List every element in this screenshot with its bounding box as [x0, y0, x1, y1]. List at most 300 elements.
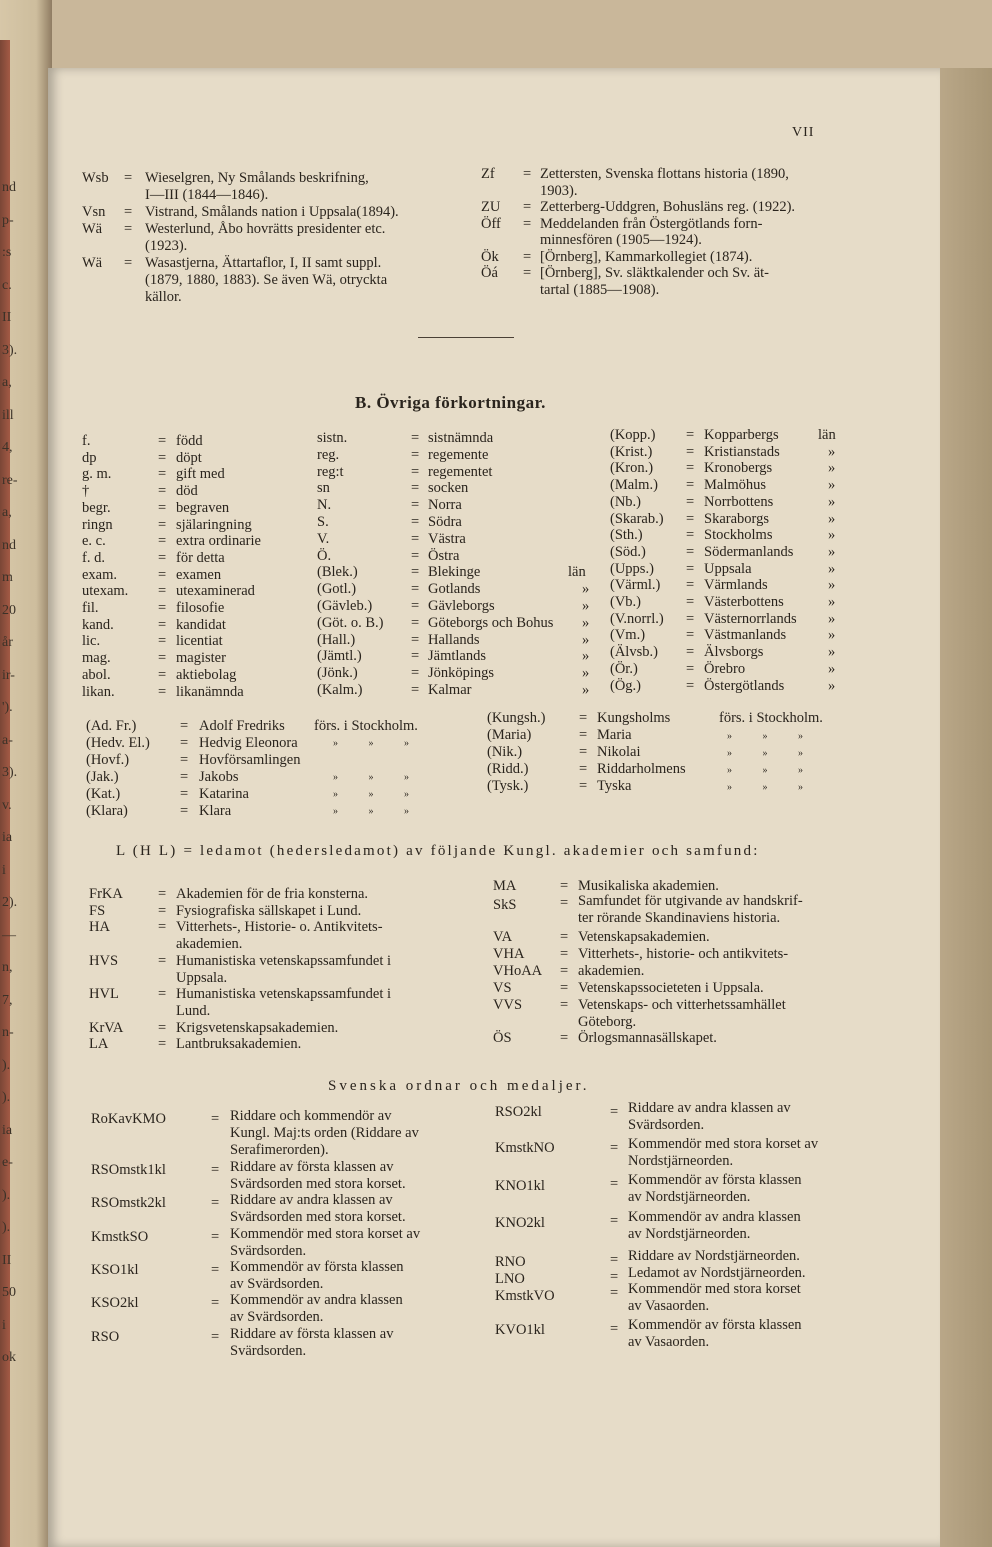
- abbr-meaning: Jämtlands: [428, 648, 486, 665]
- academy-abbr: SkS: [493, 897, 517, 913]
- equals-sign: =: [124, 204, 133, 220]
- order-abbr: KmstkSO: [91, 1229, 149, 1245]
- equals-sign: =: [158, 1019, 167, 1036]
- abbr-meaning: Malmöhus: [704, 477, 767, 494]
- equals-sign: =: [686, 493, 695, 510]
- order-abbr: KNO1kl: [495, 1178, 545, 1194]
- order-name: Kommendör av första klassen: [628, 1172, 802, 1188]
- academy-name: Vetenskapsakademien.: [578, 929, 710, 945]
- academy-abbr: HVS: [89, 952, 119, 969]
- county-suffix: »: [828, 577, 836, 594]
- county-suffix: »: [582, 648, 590, 665]
- source-abbr: Wä: [82, 255, 103, 271]
- equals-sign: =: [411, 530, 420, 547]
- equals-sign: =: [411, 648, 420, 665]
- order-name: Kommendör med stora korset: [628, 1281, 801, 1297]
- county-suffix: »: [828, 543, 836, 560]
- previous-page-fragment: i: [2, 1317, 6, 1333]
- abbr-meaning: Gotlands: [428, 581, 481, 598]
- equals-sign: =: [560, 963, 569, 979]
- abbr: (Sth.): [610, 527, 643, 544]
- abbr-meaning: Stockholms: [704, 527, 773, 544]
- abbr-meaning: för detta: [176, 549, 225, 566]
- equals-sign: =: [180, 769, 189, 785]
- equals-sign: =: [411, 682, 420, 698]
- abbr: g. m.: [82, 466, 112, 483]
- parish-abbr: (Maria): [487, 727, 532, 743]
- previous-page-fragment: 4,: [2, 440, 13, 455]
- abbr-meaning: Västra: [428, 530, 466, 547]
- abbr: (Hall.): [317, 631, 356, 648]
- county-suffix: »: [828, 493, 836, 510]
- order-name: Svärdsorden med stora korset.: [230, 1176, 406, 1192]
- order-abbr: LNO: [495, 1271, 525, 1287]
- abbr-meaning: sistnämnda: [428, 430, 494, 446]
- equals-sign: =: [180, 718, 189, 734]
- equals-sign: =: [579, 778, 588, 794]
- parish-abbr: (Hedv. El.): [86, 735, 150, 751]
- previous-page-fragment: ir-: [2, 667, 15, 683]
- academy-name: ter rörande Skandinaviens historia.: [578, 910, 781, 926]
- equals-sign: =: [411, 581, 420, 598]
- source-text: (1879, 1880, 1883). Se även Wä, otryckta: [145, 272, 388, 288]
- order-name: av Nordstjärneorden.: [628, 1226, 751, 1242]
- equals-sign: =: [560, 929, 569, 945]
- abbr-meaning: aktiebolag: [176, 666, 237, 683]
- equals-sign: =: [411, 446, 420, 463]
- order-name: Kommendör med stora korset av: [628, 1136, 819, 1152]
- source-text: Westerlund, Åbo hovrätts presidenter etc.: [145, 221, 386, 237]
- abbr: reg:t: [317, 463, 344, 480]
- abbr-meaning: examen: [176, 566, 222, 583]
- abbr: sn: [317, 480, 330, 497]
- academy-name: Vetenskaps- och vitterhetssamhället: [578, 997, 786, 1013]
- source-text: Zetterberg-Uddgren, Bohusläns reg. (1922).: [540, 199, 796, 215]
- parish-abbr: (Tysk.): [487, 778, 529, 794]
- previous-page-fragment: —: [2, 927, 16, 943]
- source-abbr: Vsn: [82, 204, 106, 220]
- academy-name: Akademien för de fria konsterna.: [176, 886, 369, 902]
- equals-sign: =: [610, 1321, 619, 1337]
- previous-page-fragment: i: [2, 862, 6, 878]
- section-b-heading: B. Övriga förkortningar.: [355, 393, 546, 412]
- parish-name: Hedvig Eleonora: [199, 735, 298, 751]
- order-name: av Svärdsorden.: [230, 1276, 324, 1292]
- abbr: N.: [317, 497, 332, 514]
- county-suffix: »: [828, 527, 836, 544]
- equals-sign: =: [610, 1252, 619, 1268]
- previous-page-fragment: c.: [2, 277, 12, 293]
- ditto-marks: » » »: [333, 806, 423, 817]
- equals-sign: =: [158, 583, 167, 600]
- abbr: (Gotl.): [317, 581, 357, 598]
- equals-sign: =: [523, 199, 532, 215]
- abbr: S.: [317, 514, 329, 530]
- parish-name: Maria: [597, 727, 632, 743]
- county-suffix: »: [582, 631, 590, 648]
- previous-page-fragment: ').: [2, 700, 13, 715]
- abbr: (Krist.): [610, 443, 653, 460]
- county-suffix: »: [828, 460, 836, 477]
- order-name: Kommendör av andra klassen: [628, 1209, 801, 1225]
- equals-sign: =: [411, 497, 420, 514]
- equals-sign: =: [686, 660, 695, 677]
- equals-sign: =: [180, 803, 189, 819]
- county-suffix: »: [582, 598, 590, 614]
- academies-heading: L (H L) = ledamot (hedersledamot) av följande Kungl. akademier och samfund:: [116, 843, 760, 859]
- parish-name: Jakobs: [199, 769, 239, 785]
- equals-sign: =: [686, 477, 695, 494]
- academy-name: Lantbruksakademien.: [176, 1036, 302, 1053]
- equals-sign: =: [124, 221, 133, 237]
- abbr-meaning: likanämnda: [176, 683, 244, 700]
- abbr: exam.: [82, 566, 118, 583]
- orders-heading: Svenska ordnar och medaljer.: [328, 1078, 590, 1094]
- academy-abbr: LA: [89, 1036, 109, 1053]
- order-name: Serafimerorden).: [230, 1142, 329, 1158]
- source-text: 1903).: [540, 182, 578, 199]
- county-suffix: län: [818, 427, 836, 443]
- academy-abbr: FrKA: [89, 886, 123, 902]
- abbr: (Upps.): [610, 560, 654, 577]
- previous-page-fragment: år: [2, 635, 13, 650]
- abbr-meaning: gift med: [176, 466, 225, 483]
- previous-page-fragment: 3).: [2, 342, 18, 358]
- academy-abbr: KrVA: [89, 1019, 124, 1036]
- county-suffix: »: [828, 443, 836, 460]
- order-name: Riddare och kommendör av: [230, 1108, 392, 1124]
- abbr: V.: [317, 530, 330, 547]
- source-abbr: Ök: [481, 248, 499, 265]
- previous-page-fragment: a-: [2, 732, 13, 748]
- previous-page-fragment: n,: [2, 960, 13, 975]
- order-abbr: RoKavKMO: [91, 1111, 166, 1127]
- order-abbr: KVO1kl: [495, 1322, 545, 1338]
- source-abbr: ZU: [481, 199, 501, 215]
- equals-sign: =: [158, 1036, 167, 1053]
- source-text: Zettersten, Svenska flottans historia (1890,: [540, 166, 789, 182]
- abbr: likan.: [82, 683, 115, 700]
- equals-sign: =: [158, 683, 167, 700]
- section-divider: [418, 337, 514, 338]
- source-text: Meddelanden från Östergötlands forn-: [540, 215, 763, 232]
- academy-name: Göteborg.: [578, 1014, 637, 1030]
- equals-sign: =: [158, 600, 167, 616]
- abbr: ringn: [82, 516, 113, 533]
- parish-name: Adolf Fredriks: [199, 718, 285, 734]
- county-suffix: »: [828, 677, 836, 694]
- abbr: (Gävleb.): [317, 598, 373, 614]
- order-name: Riddare av Nordstjärneorden.: [628, 1248, 800, 1264]
- abbr-meaning: Västernorrlands: [704, 610, 797, 627]
- order-name: Nordstjärneorden.: [628, 1153, 734, 1169]
- abbr-meaning: regemente: [428, 446, 489, 463]
- abbr: (Kron.): [610, 460, 654, 477]
- equals-sign: =: [686, 560, 695, 577]
- previous-page-fragment: n-: [2, 1025, 14, 1040]
- abbr-meaning: Värmlands: [704, 577, 768, 594]
- abbr: kand.: [82, 616, 114, 633]
- county-suffix: »: [828, 627, 836, 644]
- county-suffix: »: [828, 477, 836, 494]
- county-suffix: »: [828, 510, 836, 527]
- abbr-meaning: Kronobergs: [704, 460, 773, 477]
- previous-page-edge: [0, 0, 52, 1547]
- previous-page-fragment: a,: [2, 505, 12, 520]
- abbr: (Göt. o. B.): [317, 614, 384, 631]
- previous-page-fragment: ).: [2, 1090, 11, 1105]
- equals-sign: =: [579, 710, 588, 726]
- equals-sign: =: [579, 761, 588, 777]
- academy-name: Krigsvetenskapsakademien.: [176, 1019, 339, 1036]
- academy-abbr: VHA: [493, 946, 525, 962]
- parish-abbr: (Klara): [86, 803, 128, 819]
- parish-abbr: (Kungsh.): [487, 710, 546, 726]
- source-text: Vistrand, Smålands nation i Uppsala(1894).: [145, 204, 399, 220]
- equals-sign: =: [411, 614, 420, 631]
- source-text: Wieselgren, Ny Smålands beskrifning,: [145, 170, 369, 186]
- page-stack-edge: [940, 68, 992, 1547]
- equals-sign: =: [211, 1262, 220, 1278]
- parish-abbr: (Jak.): [86, 769, 119, 785]
- parish-abbr: (Kat.): [86, 786, 121, 802]
- abbr: (Jämtl.): [317, 648, 362, 665]
- abbr-meaning: Göteborgs och Bohus: [428, 614, 554, 631]
- abbr-meaning: Skaraborgs: [704, 510, 769, 527]
- county-suffix: »: [828, 594, 836, 610]
- equals-sign: =: [411, 480, 420, 497]
- abbr: lic.: [82, 633, 101, 650]
- equals-sign: =: [158, 616, 167, 633]
- order-name: Svärdsorden med stora korset.: [230, 1209, 406, 1225]
- abbr-meaning: född: [176, 433, 203, 449]
- parish-name: Nikolai: [597, 744, 641, 760]
- parish-name: Tyska: [597, 778, 632, 794]
- academy-abbr: VVS: [493, 997, 523, 1013]
- academy-abbr: FS: [89, 902, 106, 919]
- equals-sign: =: [158, 449, 167, 466]
- abbr: (Kalm.): [317, 682, 363, 698]
- county-suffix: »: [582, 614, 590, 631]
- source-abbr: Wsb: [82, 170, 109, 186]
- parish-name: Klara: [199, 803, 232, 819]
- academy-name: Uppsala.: [176, 969, 228, 986]
- abbr: utexam.: [82, 583, 129, 600]
- equals-sign: =: [686, 427, 695, 443]
- equals-sign: =: [158, 986, 167, 1003]
- academy-name: Humanistiska vetenskapssamfundet i: [176, 952, 392, 969]
- equals-sign: =: [411, 463, 420, 480]
- abbr: (Jönk.): [317, 665, 358, 682]
- abbr-meaning: Södermanlands: [704, 543, 794, 560]
- equals-sign: =: [158, 902, 167, 919]
- order-name: av Vasaorden.: [628, 1298, 710, 1314]
- previous-page-fragment: a,: [2, 375, 12, 390]
- previous-page-fragment: ok: [2, 1350, 16, 1365]
- academy-abbr: HA: [89, 919, 110, 936]
- abbr: f. d.: [82, 549, 105, 566]
- parish-abbr: (Ridd.): [487, 761, 529, 777]
- equals-sign: =: [610, 1176, 619, 1192]
- equals-sign: =: [686, 510, 695, 527]
- order-abbr: RSOmstk1kl: [91, 1162, 166, 1178]
- abbr-meaning: regementet: [428, 463, 493, 480]
- previous-page-fragment: ia: [2, 1122, 13, 1138]
- equals-sign: =: [180, 786, 189, 802]
- abbr-meaning: licentiat: [176, 633, 223, 650]
- abbr-meaning: Jönköpings: [428, 665, 495, 682]
- equals-sign: =: [158, 666, 167, 683]
- academy-abbr: VS: [493, 980, 512, 996]
- abbr: (Ög.): [610, 677, 642, 694]
- equals-sign: =: [560, 980, 569, 996]
- academy-abbr: ÖS: [493, 1030, 512, 1046]
- academy-name: Vitterhets-, Historie- o. Antikvitets-: [176, 919, 383, 936]
- abbr-meaning: magister: [176, 650, 226, 667]
- equals-sign: =: [411, 430, 420, 446]
- order-name: av Vasaorden.: [628, 1334, 710, 1350]
- parish-suffix: förs. i Stockholm.: [314, 718, 418, 734]
- abbr-meaning: Gävleborgs: [428, 598, 495, 614]
- equals-sign: =: [158, 483, 167, 500]
- equals-sign: =: [686, 527, 695, 544]
- equals-sign: =: [124, 255, 133, 271]
- abbr: (Vb.): [610, 594, 642, 610]
- previous-page-fragment: 3).: [2, 765, 18, 780]
- equals-sign: =: [411, 514, 420, 530]
- previous-page-fragment: II: [2, 310, 12, 325]
- equals-sign: =: [158, 516, 167, 533]
- abbr-meaning: Norrbottens: [704, 493, 774, 510]
- equals-sign: =: [560, 946, 569, 962]
- academy-abbr: VHoAA: [493, 963, 543, 979]
- abbr-meaning: själaringning: [176, 516, 252, 533]
- equals-sign: =: [158, 952, 167, 969]
- equals-sign: =: [686, 644, 695, 661]
- equals-sign: =: [180, 752, 189, 768]
- equals-sign: =: [211, 1229, 220, 1245]
- academy-name: akademien.: [176, 936, 243, 953]
- equals-sign: =: [523, 166, 532, 182]
- equals-sign: =: [211, 1295, 220, 1311]
- equals-sign: =: [560, 1030, 569, 1046]
- academy-name: Samfundet för utgivande av handskrif-: [578, 893, 803, 909]
- abbr-meaning: Östra: [428, 547, 460, 564]
- order-name: Riddare av första klassen av: [230, 1326, 394, 1342]
- county-suffix: »: [828, 660, 836, 677]
- equals-sign: =: [211, 1162, 220, 1178]
- equals-sign: =: [411, 547, 420, 564]
- equals-sign: =: [610, 1104, 619, 1120]
- source-text: I—III (1844—1846).: [145, 187, 269, 203]
- equals-sign: =: [523, 248, 532, 265]
- equals-sign: =: [211, 1329, 220, 1345]
- equals-sign: =: [686, 594, 695, 610]
- ditto-marks: » » »: [727, 782, 817, 793]
- abbr: begr.: [82, 499, 111, 516]
- abbr: (Malm.): [610, 477, 658, 494]
- equals-sign: =: [686, 610, 695, 627]
- order-name: Kungl. Maj:ts orden (Riddare av: [230, 1125, 419, 1141]
- parish-abbr: (Nik.): [487, 744, 523, 760]
- ditto-marks: » » »: [727, 731, 817, 742]
- abbr: †: [82, 483, 90, 500]
- abbr: (V.norrl.): [610, 610, 664, 627]
- equals-sign: =: [124, 170, 133, 186]
- equals-sign: =: [579, 744, 588, 760]
- previous-page-fragment: v.: [2, 797, 12, 813]
- abbr-meaning: Södra: [428, 514, 462, 530]
- equals-sign: =: [158, 466, 167, 483]
- parish-name: Riddarholmens: [597, 761, 686, 777]
- previous-page-fragment: 2).: [2, 895, 18, 910]
- order-name: Riddare av andra klassen av: [628, 1100, 791, 1116]
- ditto-marks: » » »: [333, 772, 423, 783]
- previous-page-fragment: re-: [2, 472, 18, 488]
- previous-page-fragment: :s: [2, 245, 12, 260]
- academy-name: Humanistiska vetenskapssamfundet i: [176, 986, 392, 1003]
- parish-name: Katarina: [199, 786, 249, 802]
- abbr: (Söd.): [610, 543, 646, 560]
- order-name: Kommendör av andra klassen: [230, 1292, 403, 1308]
- previous-page-fragment: II: [2, 1252, 12, 1268]
- abbr-meaning: filosofie: [176, 600, 225, 616]
- abbr-meaning: Kristianstads: [704, 443, 780, 460]
- academy-name: Vetenskapssocieteten i Uppsala.: [578, 980, 764, 996]
- parish-abbr: (Hovf.): [86, 752, 130, 768]
- equals-sign: =: [180, 735, 189, 751]
- abbr: (Skarab.): [610, 510, 664, 527]
- order-abbr: RNO: [495, 1254, 526, 1270]
- order-name: Ledamot av Nordstjärneorden.: [628, 1265, 806, 1281]
- abbr-meaning: död: [176, 483, 198, 500]
- academy-name: Lund.: [176, 1002, 211, 1019]
- county-suffix: »: [828, 610, 836, 627]
- abbr-meaning: Örebro: [704, 660, 746, 677]
- county-suffix: »: [828, 560, 836, 577]
- abbr-meaning: Hallands: [428, 631, 480, 648]
- equals-sign: =: [610, 1285, 619, 1301]
- abbr: reg.: [317, 446, 340, 463]
- abbr: (Vm.): [610, 627, 646, 644]
- previous-page-fragment: ).: [2, 1187, 11, 1203]
- source-abbr: Öá: [481, 265, 498, 281]
- previous-page-fragment: 20: [2, 602, 16, 618]
- order-name: Riddare av första klassen av: [230, 1159, 394, 1175]
- abbr-meaning: Blekinge: [428, 564, 481, 581]
- source-text: källor.: [145, 289, 182, 305]
- equals-sign: =: [686, 627, 695, 644]
- equals-sign: =: [560, 997, 569, 1013]
- order-name: av Nordstjärneorden.: [628, 1189, 751, 1205]
- equals-sign: =: [686, 443, 695, 460]
- order-name: Svärdsorden.: [628, 1117, 705, 1133]
- abbr: fil.: [82, 600, 99, 616]
- county-suffix: »: [582, 682, 590, 698]
- order-abbr: KmstkNO: [495, 1140, 555, 1156]
- abbr: mag.: [82, 650, 111, 667]
- previous-page-fragment: p-: [2, 212, 14, 228]
- previous-page-fragment: nd: [2, 537, 16, 553]
- source-text: Wasastjerna, Ättartaflor, I, II samt suppl.: [145, 255, 382, 271]
- previous-page-fragment: ia: [2, 830, 13, 845]
- abbr-meaning: Norra: [428, 497, 462, 514]
- previous-page-fragment: e-: [2, 1155, 13, 1170]
- ditto-marks: » » »: [727, 748, 817, 759]
- parish-name: Kungsholms: [597, 710, 671, 726]
- equals-sign: =: [560, 895, 569, 911]
- academy-abbr: HVL: [89, 986, 119, 1003]
